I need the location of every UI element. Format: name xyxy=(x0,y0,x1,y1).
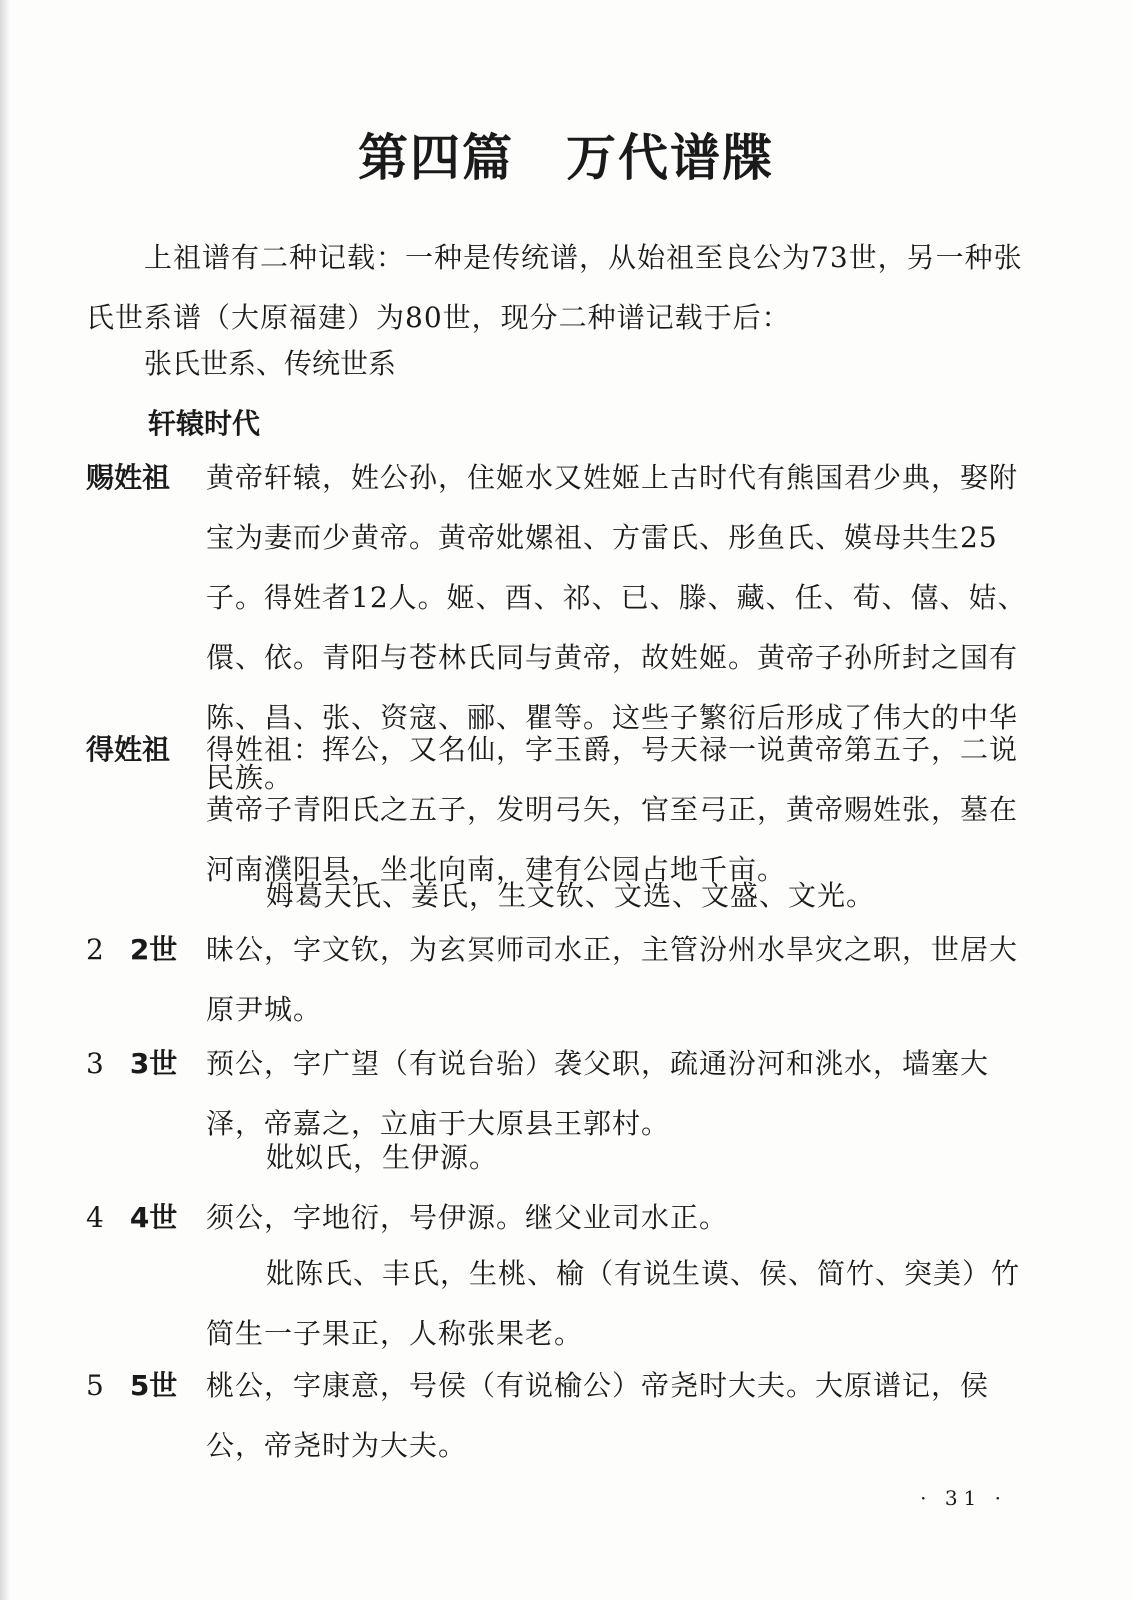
generation-title: 5世 xyxy=(129,1369,178,1402)
entry-note: 妣姒氏，生伊源。 xyxy=(266,1141,499,1174)
page-title: 第四篇 万代谱牒 xyxy=(358,129,774,187)
generation-label xyxy=(86,1034,177,1094)
generation-number: 3 xyxy=(86,1047,104,1080)
generation-label xyxy=(86,1356,177,1416)
lineage-heading: 张氏世系、传统世系 xyxy=(144,347,397,380)
entry-note: 姆葛天氏、姜氏，生文钦、文选、文盛、文光。 xyxy=(266,879,876,912)
page-number: · 31 · xyxy=(920,1486,1007,1510)
entry-generation-3 xyxy=(86,1034,1046,1154)
entry-generation-2 xyxy=(86,920,1046,1040)
generation-number: 5 xyxy=(86,1369,104,1402)
entry-generation-5 xyxy=(86,1356,1046,1476)
generation-title: 2世 xyxy=(129,933,178,966)
entry-text: 预公，字广望（有说台骀）袭父职，疏通汾河和洮水，墙塞大泽，帝嘉之，立庙于大原县王郭村。 xyxy=(206,1047,990,1140)
generation-number: 4 xyxy=(86,1201,104,1234)
generation-label xyxy=(86,920,177,980)
entry-text: 桃公，字康意，号侯（有说榆公）帝尧时大夫。大原谱记，侯公，帝尧时为大夫。 xyxy=(206,1369,990,1462)
scan-edge-shadow xyxy=(0,0,10,1600)
entry-note: 妣陈氏、丰氏，生桃、榆（有说生谟、侯、简竹、突美）竹简生一子果正，人称张果老。 xyxy=(206,1257,1021,1350)
entry-label: 赐姓祖 xyxy=(86,461,171,494)
generation-title: 4世 xyxy=(129,1201,178,1234)
entry-text: 得姓祖：挥公，又名仙，字玉爵，号天禄一说黄帝第五子，二说黄帝子青阳氏之五子，发明弓矢，官至弓正，黄帝赐姓张，墓在河南濮阳县，坐北向南，建有公园占地千亩。 xyxy=(206,733,1019,886)
entry-text: 昧公，字文钦，为玄冥师司水正，主管汾州水旱灾之职，世居大原尹城。 xyxy=(206,933,1019,1026)
entry-text: 黄帝轩辕，姓公孙，住姬水又姓姬上古时代有熊国君少典，娶附宝为妻而少黄帝。黄帝妣嫘祖、方雷氏、彤鱼氏、嫫母共生25子。得姓者12人。姬、酉、祁、已、滕、藏、任、荀、僖、姞、儇、依。青阳与苍林氏同与黄帝，故姓姬。黄帝子孙所封之国有陈、昌、张、资寇、郦、瞿等。这些子繁衍后形成了伟大的中华民族。 xyxy=(206,461,1027,794)
generation-label xyxy=(86,1188,177,1248)
entry-text: 须公，字地衍，号伊源。继父业司水正。 xyxy=(206,1201,729,1234)
generation-number: 2 xyxy=(86,933,104,966)
intro-paragraph: 上祖谱有二种记载：一种是传统谱，从始祖至良公为73世，另一种张氏世系谱（大原福建）为80世，现分二种谱记载于后： xyxy=(86,241,1023,334)
entry-label: 得姓祖 xyxy=(86,733,171,766)
era-heading: 轩辕时代 xyxy=(148,407,261,440)
generation-title: 3世 xyxy=(129,1047,178,1080)
entry-generation-4 xyxy=(86,1188,1046,1248)
